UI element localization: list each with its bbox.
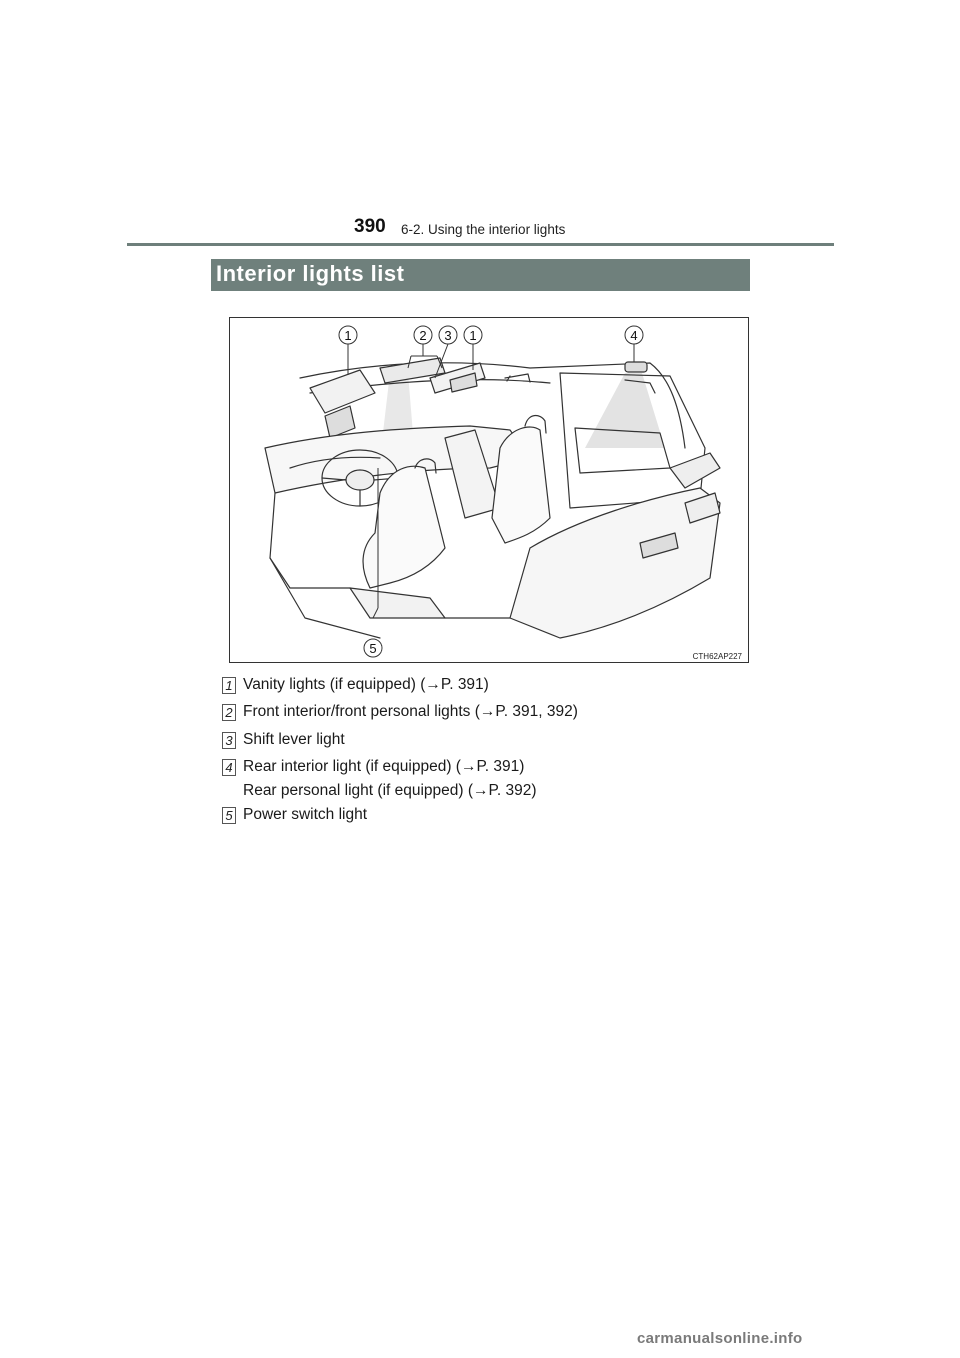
legend-item-text: Power switch light — [243, 806, 368, 823]
interior-lights-figure — [229, 317, 749, 663]
header-rule — [127, 243, 834, 246]
callout-4: 4 — [630, 328, 638, 343]
page-number: 390 — [354, 216, 386, 237]
callout-3: 3 — [444, 328, 452, 343]
callout-5: 5 — [369, 641, 377, 656]
callout-1-left: 1 — [344, 328, 352, 343]
figure-code: CTH62AP227 — [692, 652, 742, 661]
callout-2: 2 — [419, 328, 427, 343]
number-badge: 1 — [222, 677, 236, 694]
number-badge: 3 — [222, 732, 236, 749]
callout-1-right: 1 — [469, 328, 477, 343]
number-badge: 4 — [222, 759, 236, 776]
car-interior-illustration — [230, 318, 748, 662]
legend-item-text: Front interior/front personal lights (→P. 391, 392) — [243, 703, 578, 720]
legend-item-text: Vanity lights (if equipped) (→P. 391) — [243, 676, 489, 693]
page-title: Interior lights list — [216, 261, 405, 286]
section-path: 6-2. Using the interior lights — [401, 222, 566, 237]
legend-item-subtext: Rear personal light (if equipped) (→P. 392) — [243, 782, 537, 799]
watermark: carmanualsonline.info — [637, 1330, 803, 1347]
legend-item-text: Rear interior light (if equipped) (→P. 391) — [243, 758, 525, 775]
number-badge: 5 — [222, 807, 236, 824]
number-badge: 2 — [222, 704, 236, 721]
legend-item-text: Shift lever light — [243, 731, 345, 748]
